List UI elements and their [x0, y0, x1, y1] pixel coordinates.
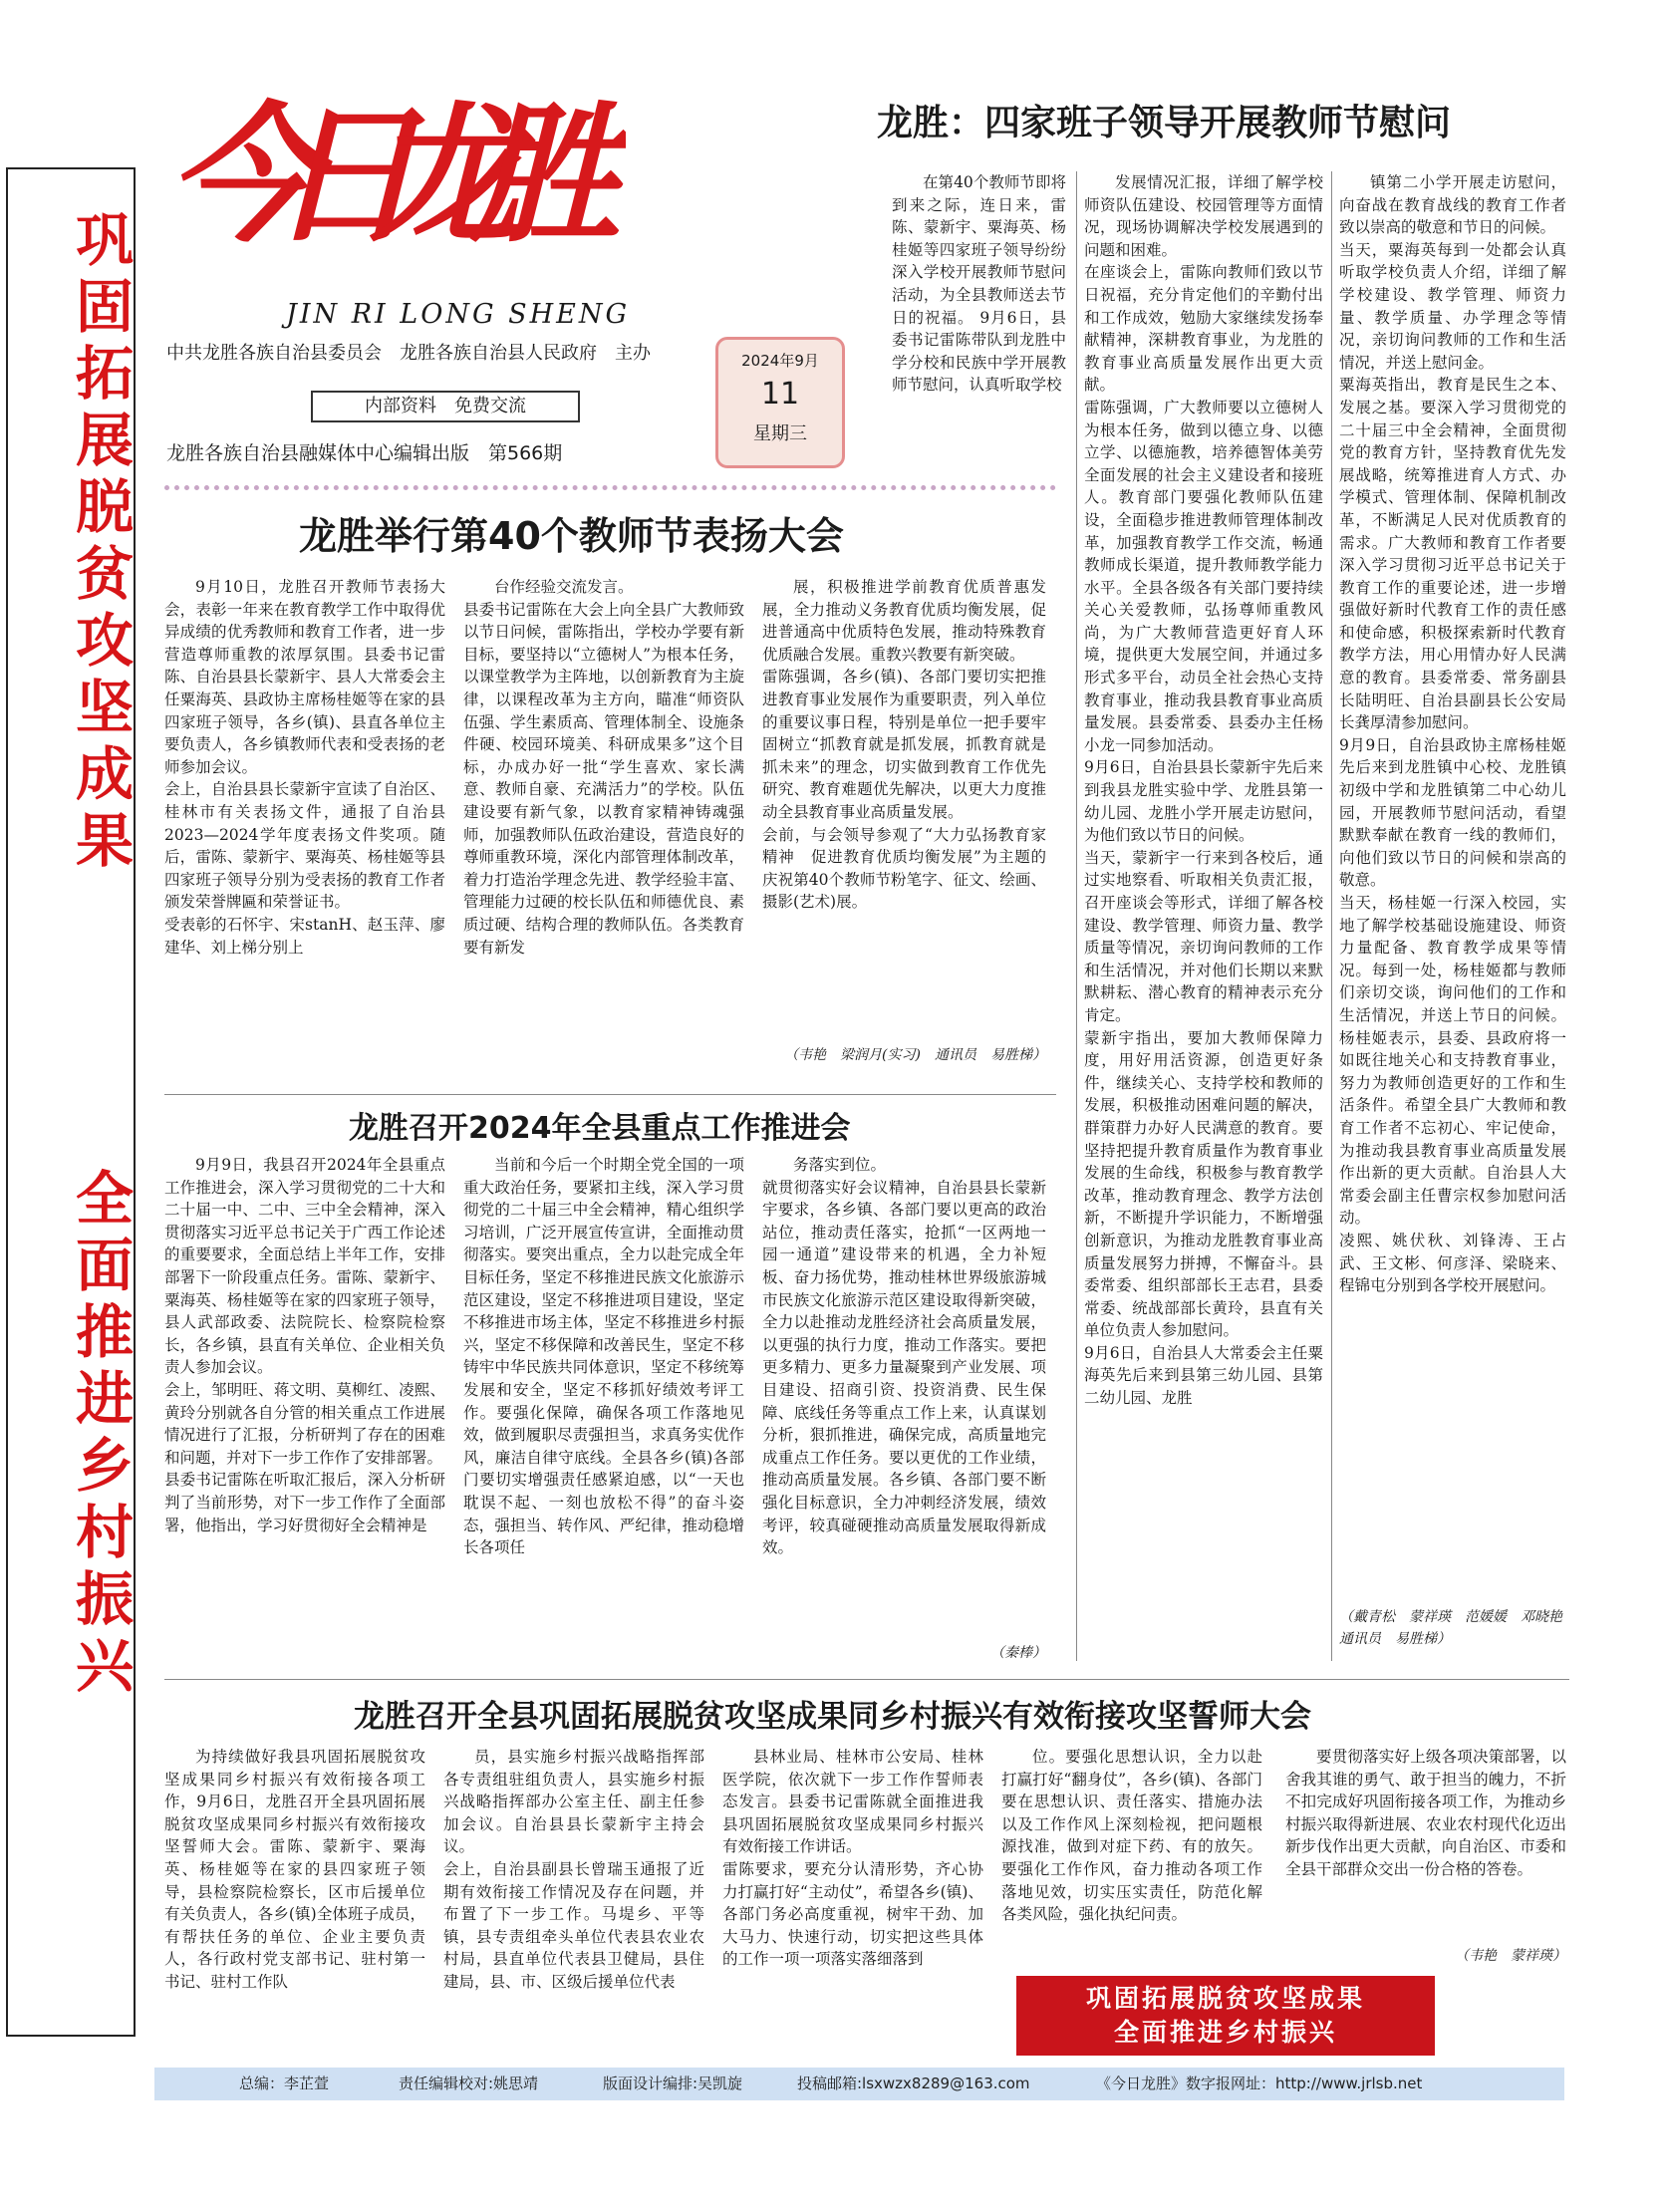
date-box: [715, 337, 845, 468]
slogan-char: 贫: [75, 540, 134, 608]
slogan-char: 果: [75, 807, 134, 875]
slogan-char: 推: [75, 1298, 134, 1366]
slogan-char: 村: [75, 1499, 134, 1566]
masthead-title: 今日龙胜: [167, 88, 621, 263]
date-weekday: 星期三: [753, 423, 807, 444]
article1-byline: （戴青松 蒙祥瑛 范媛媛 邓晓艳 通讯员 易胜梯）: [1339, 1609, 1576, 1647]
article4-col-4: 位。要强化思想认识，全力以赴打赢打好“翻身仗”，各乡(镇)、各部门要在思想认识、责任落实、措施办法以及工作作风上深刻检视，把问题根源找准，做到对症下药、有的放矢。要强化工作作风，奋力推动各项工作落地见效，切实压实责任，防范化解各类风险，强化执纪问责。: [1001, 1748, 1262, 1924]
date-day: 11: [760, 377, 800, 412]
article1-col-1: 在第40个教师节即将到来之际，连日来，雷陈、蒙新宇、粟海英、杨桂姬等四家班子领导纷纷深入学校开展教师节慰问活动，为全县教师送去节日的祝福。 9月6日，县委书记雷陈带队到龙胜中学分校和民族中学开展教师节慰问，认真听取学校: [892, 173, 1066, 395]
slogan-char: 全: [75, 1165, 134, 1233]
masthead-logo: [167, 60, 626, 269]
article4-headline: 龙胜召开全县巩固拓展脱贫攻坚成果同乡村振兴有效衔接攻坚誓师大会: [354, 1699, 1311, 1735]
masthead-publisher: 龙胜各族自治县融媒体中心编辑出版 第566期: [166, 442, 563, 464]
slogan-col-1: [74, 207, 136, 875]
slogan-char: 展: [75, 407, 134, 474]
article4-col-3: 县林业局、桂林市公安局、桂林医学院，依次就下一步工作作誓师表态发言。县委书记雷陈就全面推进我县巩固拓展脱贫攻坚成果同乡村振兴有效衔接工作讲话。 雷陈要求，要充分认清形势，齐心协力打赢打好“主动仗”，希望各乡(镇)、各部门务必高度重视，树牢干劲、加大马力、快速行动，切实把这些具体的工作一项一项落实落细落到: [722, 1748, 983, 1969]
slogan-char: 固: [75, 273, 134, 341]
slogan-char: 兴: [75, 1632, 134, 1700]
article3-byline: （秦棒）: [990, 1645, 1046, 1661]
footer-bar: [154, 2068, 1564, 2100]
column-divider: [1076, 171, 1077, 1661]
footer-editor: 总编：李芷萱: [239, 2074, 330, 2092]
article3-col-1: 9月9日，我县召开2024年全县重点工作推进会，深入学习贯彻党的二十大和二十届一中、二中、三中全会精神，深入贯彻落实习近平总书记关于广西工作论述的重要要求，全面总结上半年工作，安排部署下一阶段重点任务。雷陈、蒙新宇、粟海英、杨桂姬等在家的四家班子领导，县人武部政委、法院院长、检察院检察长，各乡镇，县直有关单位、企业相关负责人参加会议。 会上，邹明旺、蒋文明、莫柳红、凌熙、黄玲分别就各自分管的相关重点工作进展情况进行了汇报，分析研判了存在的困难和问题，并对下一步工作作了安排部署。 县委书记雷陈在听取汇报后，深入分析研判了当前形势，对下一步工作作了全面部署，他指出，学习好贯彻好全会精神是: [164, 1156, 445, 1534]
section-divider: [164, 1094, 1056, 1095]
article4-byline: （韦艳 蒙祥瑛）: [1455, 1948, 1566, 1964]
vertical-slogan: [6, 167, 136, 2037]
internal-notice: 内部资料 免费交流: [311, 391, 580, 422]
slogan-char: 面: [75, 1232, 134, 1299]
masthead-pinyin: JIN RI LONG SHENG: [286, 299, 631, 330]
article4-col-1: 为持续做好我县巩固拓展脱贫攻坚成果同乡村振兴有效衔接各项工作，9月6日，龙胜召开全县巩固拓展脱贫攻坚成果同乡村振兴有效衔接攻坚誓师大会。雷陈、蒙新宇、粟海英、杨桂姬等在家的县四家班子领导，县检察院检察长，区市后援单位有关负责人，各乡(镇)全体班子成员，有帮扶任务的单位、企业主要负责人，各行政村党支部书记、驻村第一书记、驻村工作队: [164, 1748, 425, 1991]
column-divider: [1331, 171, 1332, 1661]
footer-designer: 版面设计编排:吴凯旋: [603, 2074, 743, 2092]
slogan-col-2: [74, 1166, 136, 1700]
footer-proofreader: 责任编辑校对:姚思靖: [399, 2074, 539, 2092]
section-divider: [164, 485, 1056, 490]
slogan-char: 成: [75, 740, 134, 808]
slogan-char: 攻: [75, 607, 134, 675]
masthead-hosts: 中共龙胜各族自治县委员会 龙胜各族自治县人民政府 主办: [166, 343, 651, 364]
footer-website[interactable]: 《今日龙胜》数字报网址：http://www.jrlsb.net: [1096, 2074, 1423, 2092]
article2-col-1: 9月10日，龙胜召开教师节表扬大会，表彰一年来在教育教学工作中取得优异成绩的优秀教师和教育工作者，进一步营造尊师重教的浓厚氛围。县委书记雷陈、自治县县长蒙新宇、县人大常委会主任粟海英、县政协主席杨桂姬等在家的县四家班子领导，各乡(镇)、县直各单位主要负责人，各乡镇教师代表和受表扬的老师参加会议。 会上，自治县县长蒙新宇宣读了自治区、桂林市有关表扬文件，通报了自治县2023—2024学年度表扬文件奖项。随后，雷陈、蒙新宇、粟海英、杨桂姬等县四家班子领导分别为受表扬的教育工作者颁发荣誉牌匾和荣誉证书。 受表彰的石怀宇、宋stanH、赵玉萍、廖建华、刘上梯分别上: [164, 578, 445, 957]
slogan-banner-line-1: 巩固拓展脱贫攻坚成果: [1085, 1984, 1365, 2013]
article4-col-5: 要贯彻落实好上级各项决策部署，以舍我其谁的勇气、敢于担当的魄力，不折不扣完成好巩固衔接各项工作，为推动乡村振兴取得新进展、农业农村现代化迈出新步伐作出更大贡献，向自治区、市委和全县干部群众交出一份合格的答卷。: [1285, 1748, 1566, 1878]
slogan-banner: [1016, 1976, 1435, 2056]
date-year-month: 2024年9月: [741, 352, 819, 370]
slogan-char: 进: [75, 1365, 134, 1433]
article4-col-2: 员，县实施乡村振兴战略指挥部各专责组驻组负责人，县实施乡村振兴战略指挥部办公室主任、副主任参加会议。自治县县长蒙新宇主持会议。 会上，自治县副县长曾瑞玉通报了近期有效衔接工作情况及存在问题，并布置了下一步工作。马堤乡、平等镇，县专责组牵头单位代表县农业农村局，县直单位代表县卫健局，县住建局，县、市、区级后援单位代表: [443, 1748, 704, 1991]
slogan-char: 坚: [75, 674, 134, 741]
article1-headline: 龙胜：四家班子领导开展教师节慰问: [877, 103, 1452, 143]
article3-col-2: 当前和今后一个时期全党全国的一项重大政治任务，要紧扣主线，深入学习贯彻党的二十届三中全会精神，精心组织学习培训，广泛开展宣传宣讲，全面推动贯彻落实。要突出重点，全力以赴完成全年目标任务，坚定不移推进民族文化旅游示范区建设，坚定不移推进项目建设，坚定不移推进市场主体，坚定不移推进乡村振兴，坚定不移保障和改善民生，坚定不移铸牢中华民族共同体意识，坚定不移统筹发展和安全，坚定不移抓好绩效考评工作。要强化保障，确保各项工作落地见效，做到履职尽责强担当，求真务实优作风，廉洁自律守底线。全县各乡(镇)各部门要切实增强责任感紧迫感，以“一天也耽误不起、一刻也放松不得”的奋斗姿态，强担当、转作风、严纪律，推动稳增长各项任: [463, 1156, 744, 1557]
section-divider: [164, 1679, 1569, 1680]
article2-headline: 龙胜举行第40个教师节表扬大会: [299, 514, 844, 558]
slogan-char: 脱: [75, 473, 134, 541]
slogan-char: 乡: [75, 1432, 134, 1500]
article2-col-3: 展，积极推进学前教育优质普惠发展，全力推动义务教育优质均衡发展，促进普通高中优质特色发展，推动特殊教育优质融合发展。重教兴教要有新突破。 雷陈强调，各乡(镇)、各部门要切实把推进教育事业发展作为重要职责，列入单位的重要议事日程，特别是单位一把手要牢固树立“抓教育就是抓发展，抓教育就是抓未来”的理念，切实做到教育工作优先研究、教育难题优先解决，以更大力度推动全县教育事业高质量发展。 会前，与会领导参观了“大力弘扬教育家精神 促进教育优质均衡发展”为主题的庆祝第40个教师节粉笔字、征文、绘画、摄影(艺术)展。: [762, 578, 1046, 912]
article1-col-3: 镇第二小学开展走访慰问，向奋战在教育战线的教育工作者致以崇高的敬意和节日的问候。 当天，粟海英每到一处都会认真听取学校负责人介绍，详细了解学校建设、教学管理、师资力量、教学质量、办学理念等情况，亲切询问教师的工作和生活情况，并送上慰问金。 粟海英指出，教育是民生之本、发展之基。要深入学习贯彻党的二十届三中全会精神，全面贯彻党的教育方针，坚持教育优先发展战略，统筹推进育人方式、办学模式、管理体制、保障机制改革，不断满足人民对优质教育的需求。广大教师和教育工作者要深入学习贯彻习近平总书记关于教育工作的重要论述，进一步增强做好新时代教育工作的责任感和使命感，积极探索新时代教育教学方法，用心用情办好人民满意的教育。县委常委、常务副县长陆明旺、自治县副县长公安局长龚厚清参加慰问。 9月9日，自治县政协主席杨桂姬先后来到龙胜镇中心校、龙胜镇初级中学和龙胜镇第二中心幼儿园，开展教师节慰问活动，看望默默奉献在教育一线的教师们，向他们致以节日的问候和崇高的敬意。 当天，杨桂姬一行深入校园，实地了解学校基础设施建设、师资力量配备、教育教学成果等情况。每到一处，杨桂姬都与教师们亲切交谈，询问他们的工作和生活情况，并送上节日的问候。杨桂姬表示，县委、县政府将一如既往地关心和支持教育事业，努力为教师创造更好的工作和生活条件。希望全县广大教师和教育工作者不忘初心、牢记使命，为推动我县教育事业高质量发展作出新的更大贡献。自治县人大常委会副主任曹宗权参加慰问活动。 凌熙、姚伏秋、刘锋涛、王占武、王文彬、何彦泽、梁晓来、程锦屯分别到各学校开展慰问。: [1339, 173, 1566, 1295]
article3-headline: 龙胜召开2024年全县重点工作推进会: [349, 1111, 851, 1146]
slogan-char: 巩: [75, 206, 134, 274]
article1-col-2: 发展情况汇报，详细了解学校师资队伍建设、校园管理等方面情况，现场协调解决学校发展遇到的问题和困难。 在座谈会上，雷陈向教师们致以节日祝福，充分肯定他们的辛勤付出和工作成效，勉励大家继续发扬奉献精神，深耕教育事业，为龙胜的教育事业高质量发展作出更大贡献。 雷陈强调，广大教师要以立德树人为根本任务，做到以德立身、以德立学、以德施教，培养德智体美劳全面发展的社会主义建设者和接班人。教育部门要强化教师队伍建设，全面稳步推进教师管理体制改革，加强教育教学工作交流，畅通教师成长渠道，提升教师教学能力水平。全县各级各有关部门要持续关心关爱教师，弘扬尊师重教风尚，为广大教师营造更好育人环境，提供更大发展空间，并通过多形式多平台，动员全社会热心支持教育事业，推动我县教育事业高质量发展。县委常委、县委办主任杨小龙一同参加活动。 9月6日，自治县县长蒙新宇先后来到我县龙胜实验中学、龙胜县第一幼儿园、龙胜小学开展走访慰问，为他们致以节日的问候。 当天，蒙新宇一行来到各校后，通过实地察看、听取相关负责汇报，召开座谈会等形式，详细了解各校建设、教学管理、师资力量、教学质量等情况，亲切询问教师的工作和生活情况，并对他们长期以来默默耕耘、潜心教育的精神表示充分肯定。 蒙新宇指出，要加大教师保障力度，用好用活资源，创造更好条件，继续关心、支持学校和教师的发展，积极推动困难问题的解决，群策群力办好人民满意的教育。要坚持把提升教育质量作为教育事业发展的生命线，积极参与教育教学改革，推动教育理念、教学方法创新，不断提升学识能力，不断增强创新意识，为推动龙胜教育事业高质量发展努力拼搏，不懈奋斗。县委常委、组织部部长王志君，县委常委、统战部部长黄玲，县直有关单位负责人参加慰问。 9月6日，自治县人大常委会主任粟海英先后来到县第三幼儿园、县第二幼儿园、龙胜: [1084, 173, 1323, 1408]
footer-email[interactable]: 投稿邮箱:lsxwzx8289@163.com: [797, 2074, 1030, 2092]
article2-col-2: 台作经验交流发言。 县委书记雷陈在大会上向全县广大教师致以节日问候，雷陈指出，学校办学要有新目标，要坚持以“立德树人”为根本任务，以课堂教学为主阵地，以创新教育为主旋律，以课程改革为主方向，瞄准“师资队伍强、学生素质高、管理体制全、设施条件硬、校园环境美、科研成果多”这个目标，办成办好一批“学生喜欢、家长满意、教师自豪、充满活力”的学校。队伍建设要有新气象，以教育家精神铸魂强师，加强教师队伍政治建设，营造良好的尊师重教环境，深化内部管理体制改革，着力打造治学理念先进、教学经验丰富、管理能力过硬的校长队伍和师德优良、素质过硬、结构合理的教师队伍。各类教育要有新发: [463, 578, 744, 957]
slogan-char: 振: [75, 1565, 134, 1633]
article3-col-3: 务落实到位。 就贯彻落实好会议精神，自治县县长蒙新宇要求，各乡镇、各部门要以更高的政治站位，推动责任落实，抢抓“一区两地一园一通道”建设带来的机遇，全力补短板、奋力扬优势，推动桂林世界级旅游城市民族文化旅游示范区建设取得新突破，全力以赴推动龙胜经济社会高质量发展，以更强的执行力度，推动工作落实。要把更多精力、更多力量凝聚到产业发展、项目建设、招商引资、投资消费、民生保障、底线任务等重点工作上来，认真谋划分析，狠抓推进，确保完成，高质量地完成重点工作任务。要以更优的工作业绩，推动高质量发展。各乡镇、各部门要不断强化目标意识，全力冲刺经济发展，绩效考评，较真碰硬推动高质量发展取得新成效。: [762, 1156, 1046, 1557]
article2-byline: （韦艳 梁润月(实习) 通讯员 易胜梯）: [784, 1047, 1046, 1063]
slogan-banner-line-2: 全面推进乡村振兴: [1113, 2018, 1337, 2047]
slogan-char: 拓: [75, 340, 134, 408]
